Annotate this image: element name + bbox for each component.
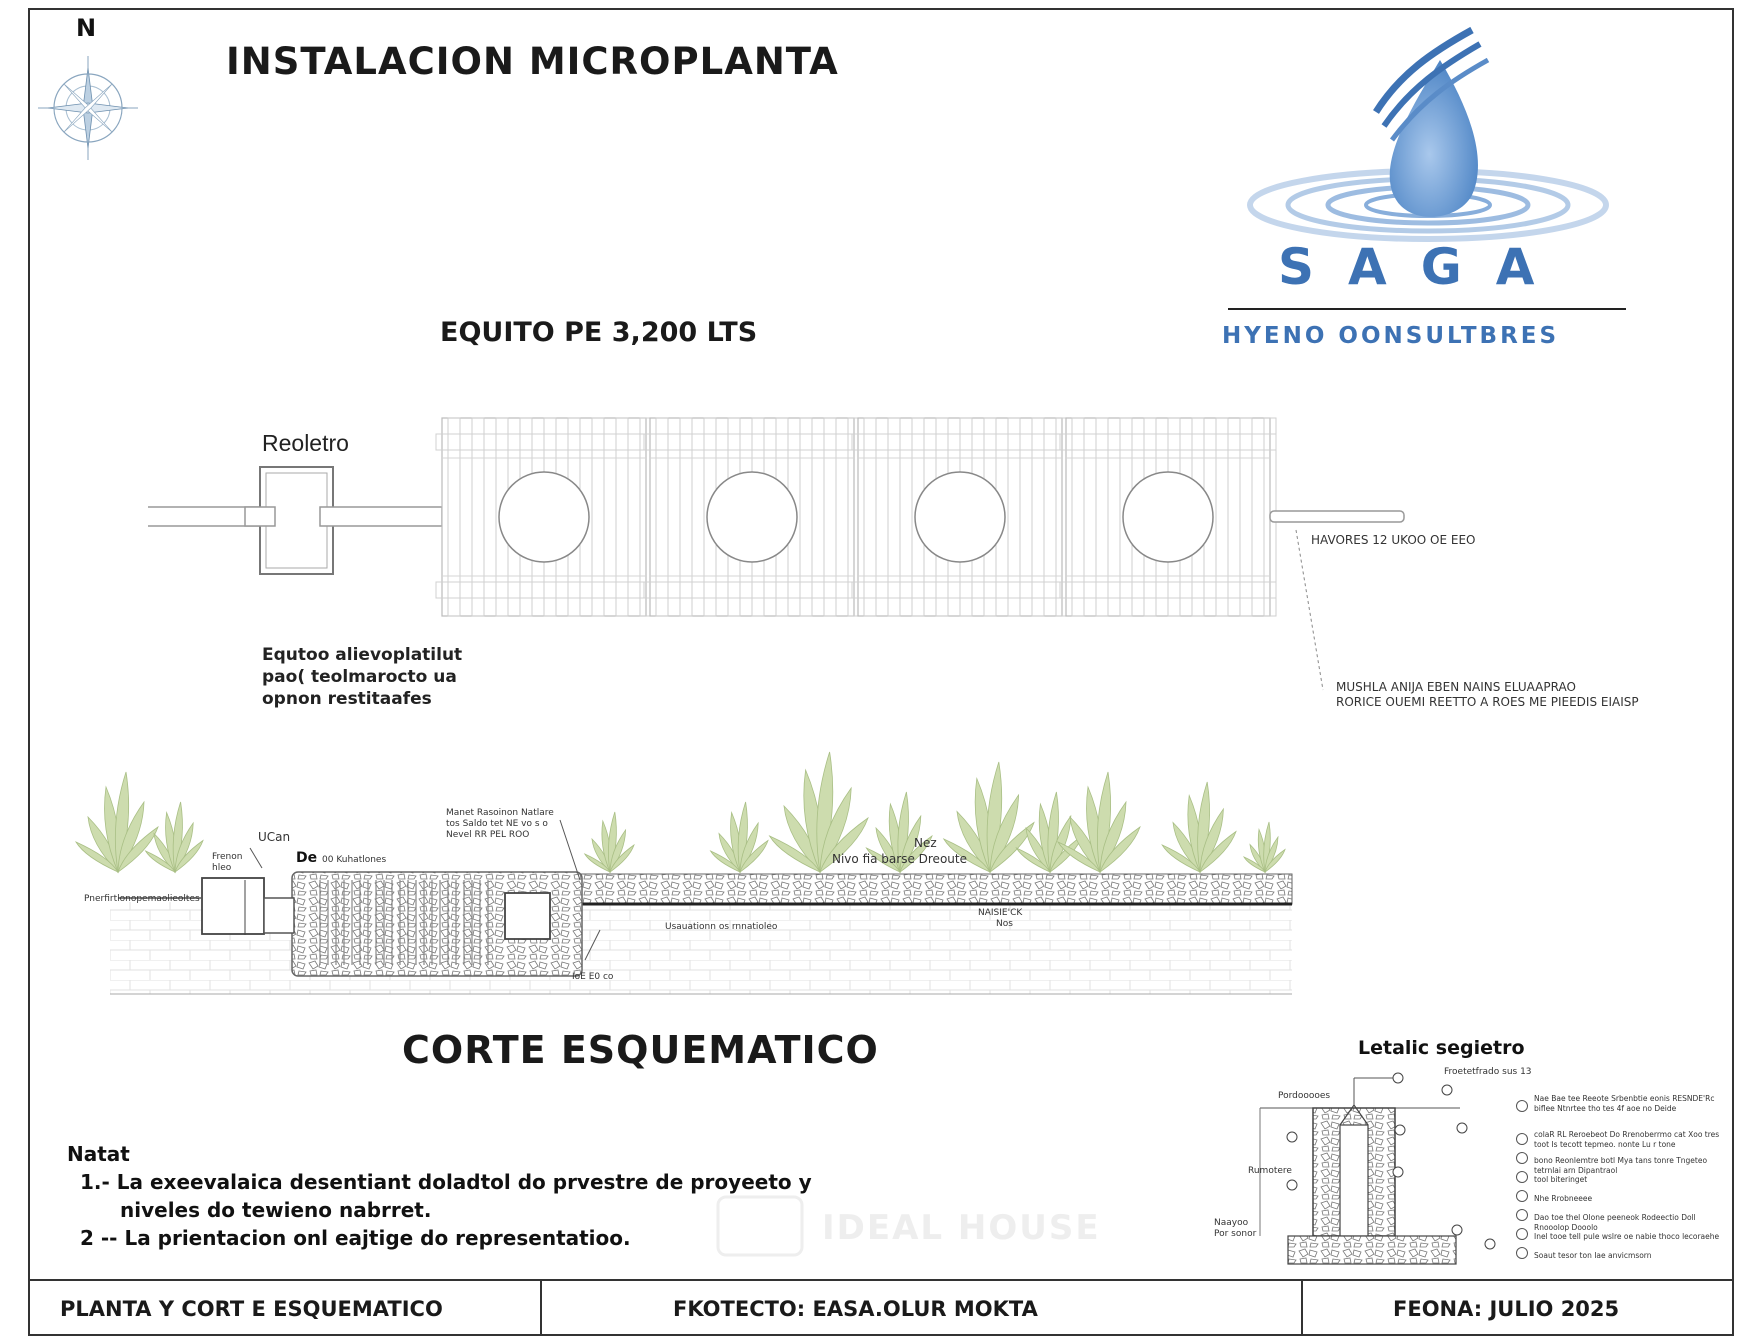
callout-line: NAISIE'CK: [978, 908, 1023, 918]
north-label: N: [76, 14, 97, 42]
callout-de: [296, 850, 386, 866]
registro-label: Reoletro: [262, 430, 349, 456]
notes-title: Natat: [67, 1142, 130, 1166]
detail-label-top: Pordooooes: [1278, 1091, 1331, 1101]
footer-project: FKOTECTO: EASA.OLUR MOKTA: [673, 1297, 1038, 1321]
legend-item: Inel tooe tell pule wslre oe nabie thoco lecoraehe: [1534, 1232, 1720, 1241]
plan-tank-modules: [436, 418, 1276, 616]
watermark-text: IDEAL HOUSE: [822, 1208, 1101, 1248]
tank-manhole: [1123, 472, 1213, 562]
callout-frenon: [212, 852, 242, 874]
callout-perfil: Pnerfirtlonopemaolieoltes: [84, 894, 200, 904]
plant: [711, 802, 768, 872]
plant: [1016, 792, 1082, 872]
plant: [76, 772, 158, 872]
detail-legend: [1534, 1094, 1720, 1263]
plan-left-note-line: pao( teolmarocto ua: [262, 667, 457, 687]
plan-right-note: [1336, 680, 1639, 710]
legend-item: Soaut tesor ton Iae anvicmsorn: [1534, 1251, 1652, 1260]
detail-label-line: Por sonor: [1214, 1229, 1257, 1239]
plan-left-note-line: Equtoo alievoplatilut: [262, 645, 463, 665]
callout-line: Nevel RR PEL ROO: [446, 830, 530, 840]
section-plants: [76, 752, 1285, 872]
legend-item: bono Reonlemtre botl Mya tans tonre Tngeteo tetrnlai arn Dipantraol: [1534, 1156, 1708, 1175]
compass-rose-icon: [38, 56, 138, 160]
tank-module: [852, 418, 1068, 616]
callout-ucan: UCan: [258, 830, 291, 844]
callout-line: Nos: [996, 919, 1013, 929]
detail-legend-bullets: [1517, 1101, 1528, 1259]
footer-sheet-title: PLANTA Y CORT E ESQUEMATICO: [60, 1297, 443, 1321]
plant: [1162, 782, 1236, 872]
callout-usa: Usauationn os rnnatioleo: [665, 922, 778, 932]
plan-right-note-line: MUSHLA ANIJA EBEN NAINS ELUAAPRAO: [1336, 680, 1576, 694]
callout-line: hleo: [212, 863, 232, 873]
callout-nez: Nez: [914, 836, 937, 850]
plan-registro: [148, 467, 442, 574]
note-item: 1.- La exeevalaica desentiant doladtol do prvestre de proyeeto y: [80, 1170, 812, 1194]
callout-manet: [446, 808, 554, 841]
detail-label-line: Naayoo: [1214, 1218, 1249, 1228]
detail-title: Letalic segietro: [1358, 1037, 1525, 1059]
detail-subtitle: Froetetfrado sus 13: [1444, 1067, 1532, 1077]
detail-label-mid: Rumotere: [1248, 1166, 1292, 1176]
callout-de-sub: 00 Kuhatlones: [322, 855, 387, 865]
tank-manhole: [499, 472, 589, 562]
plan-right-note-line: RORICE OUEMI REETTO A ROES ME PIEEDIS EIAISP: [1336, 695, 1639, 709]
logo-tagline: HYENO OONSULTBRES: [1222, 323, 1560, 349]
tank-manhole: [707, 472, 797, 562]
section-title: CORTE ESQUEMATICO: [402, 1028, 879, 1072]
footer-date: FEONA: JULIO 2025: [1393, 1297, 1620, 1321]
page-title: INSTALACION MICROPLANTA: [226, 40, 839, 83]
legend-item: tool biteringet: [1534, 1175, 1588, 1184]
outlet-label: HAVORES 12 UKOO OE EEO: [1311, 533, 1476, 547]
legend-item: Nae Bae tee Reeote Srbenbtie eonis RESNDE'Rc biflee Ntnrtee tho tes 4f aoe no Deide: [1534, 1094, 1715, 1113]
plant: [1244, 822, 1285, 872]
notes-list: [80, 1168, 812, 1252]
callout-bottom: IoE E0 co: [572, 972, 614, 982]
tank-module: [1060, 418, 1276, 616]
equipment-title: EQUITO PE 3,200 LTS: [440, 317, 758, 348]
plan-left-note: [262, 644, 462, 710]
tank-manhole: [915, 472, 1005, 562]
callout-line: tos Saldo tet NE vo s o: [446, 819, 548, 829]
plant: [585, 812, 634, 872]
legend-item: Dao toe thel Olone peeneok Rodeectio Doll Rnooolop Dooolo: [1534, 1213, 1696, 1232]
callout-naisl: [978, 908, 1022, 930]
plant: [146, 802, 203, 872]
plan-left-note-line: opnon restitaafes: [262, 689, 432, 709]
tank-module: [644, 418, 860, 616]
callout-de-text: De: [296, 850, 318, 866]
legend-item: Nhe Rrobneeee: [1534, 1194, 1593, 1203]
legend-item: colaR RL Reroebeot Do Rrenoberrmo cat Xoo tres toot Is tecott tepmeo. nonte Lu r tone: [1534, 1130, 1720, 1149]
note-item: niveles do tewieno nabrret.: [120, 1198, 432, 1222]
callout-line: Manet Rasoinon Natlare: [446, 808, 554, 818]
note-item: 2 -- La prientacion onl eajtige do representatioo.: [80, 1226, 631, 1250]
callout-nivel: Nivo fia barse Dreoute: [832, 852, 967, 866]
logo-brand: SAGA: [1278, 238, 1569, 296]
detail-label-bottom: [1214, 1218, 1256, 1240]
callout-line: Frenon: [212, 852, 243, 862]
tank-module: [436, 418, 652, 616]
